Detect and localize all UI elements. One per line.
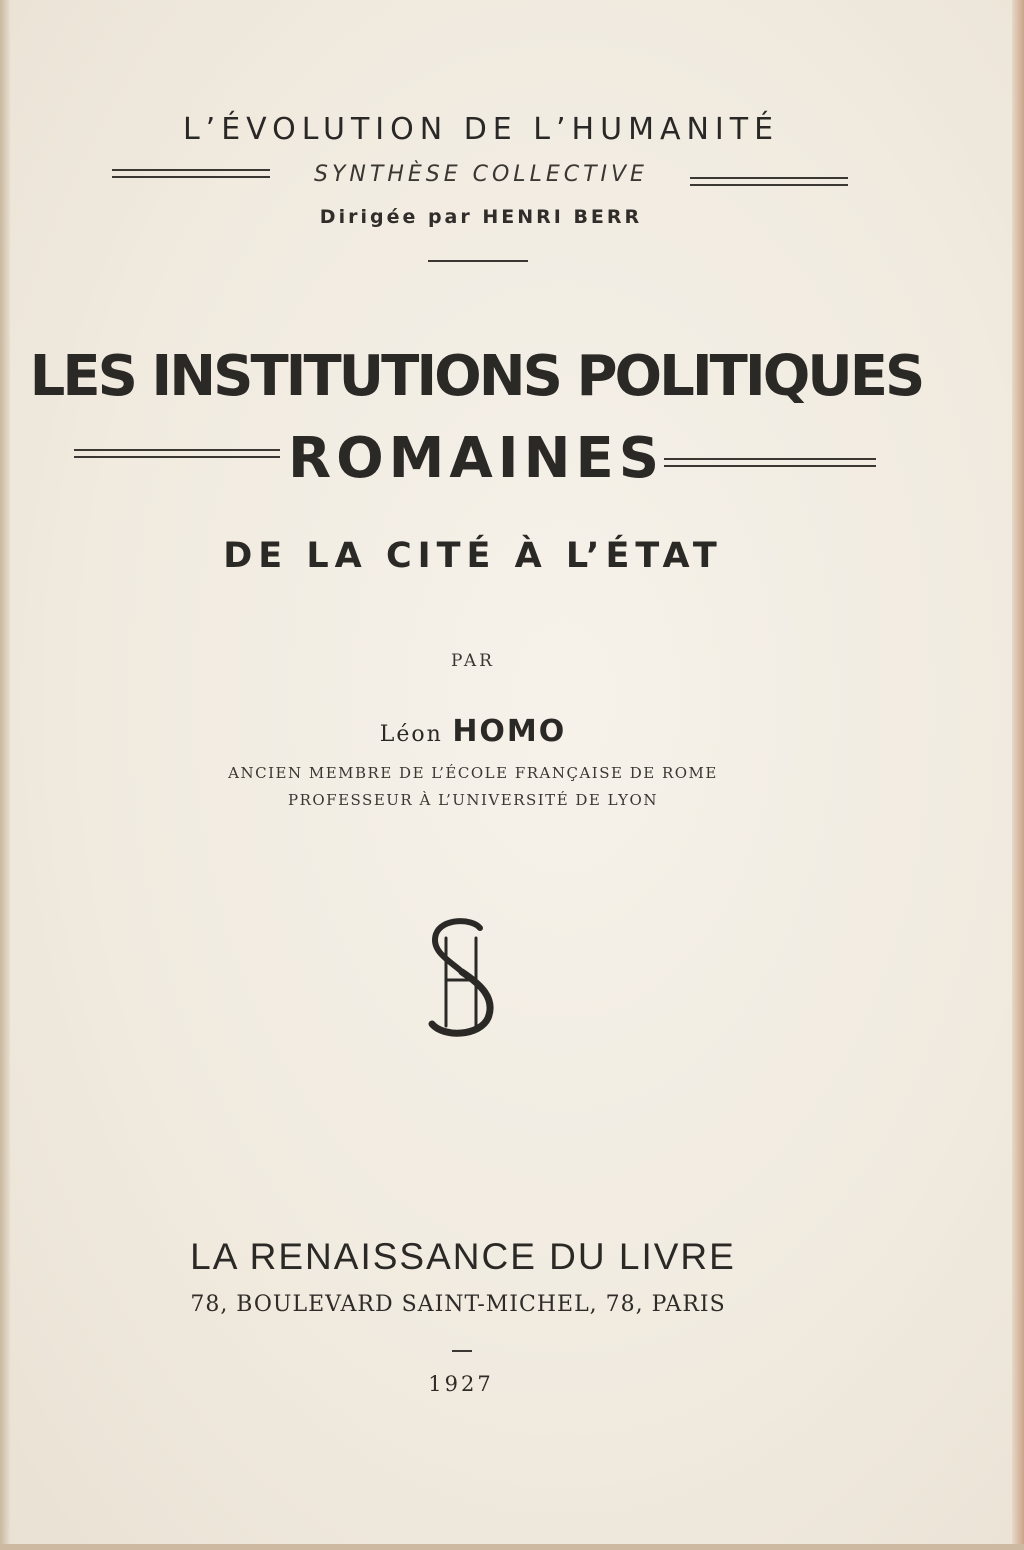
- publisher-address: 78, BOULEVARD SAINT-MICHEL, 78, PARIS: [190, 1292, 726, 1317]
- series-subtitle-rule-right: [690, 177, 848, 186]
- series-title: L’ÉVOLUTION DE L’HUMANITÉ: [182, 112, 780, 147]
- by-label: PAR: [451, 651, 495, 671]
- publisher-name: LA RENAISSANCE DU LIVRE: [190, 1236, 736, 1277]
- author-first-name: Léon: [379, 722, 443, 747]
- publisher-monogram-logo: [418, 914, 502, 1042]
- series-subtitle: SYNTHÈSE COLLECTIVE: [314, 162, 648, 187]
- book-subtitle: DE LA CITÉ À L’ÉTAT: [223, 536, 723, 576]
- author-role-1: ANCIEN MEMBRE DE L’ÉCOLE FRANÇAISE DE ROME: [228, 764, 718, 782]
- series-director: Dirigée par HENRI BERR: [319, 206, 643, 228]
- publication-year: 1927: [428, 1372, 494, 1396]
- year-divider: [452, 1350, 472, 1352]
- page-bottom-edge: [0, 1544, 1024, 1550]
- author-name: [0, 714, 946, 749]
- book-title-line-1: LES INSTITUTIONS POLITIQUES: [29, 344, 923, 409]
- header-divider: [428, 260, 528, 262]
- author-last-name: HOMO: [452, 714, 567, 749]
- title-rule-right: [664, 458, 876, 467]
- page-right-edge: [1012, 0, 1024, 1550]
- book-title-line-2: ROMAINES: [287, 426, 665, 491]
- author-role-2: PROFESSEUR À L’UNIVERSITÉ DE LYON: [288, 791, 658, 809]
